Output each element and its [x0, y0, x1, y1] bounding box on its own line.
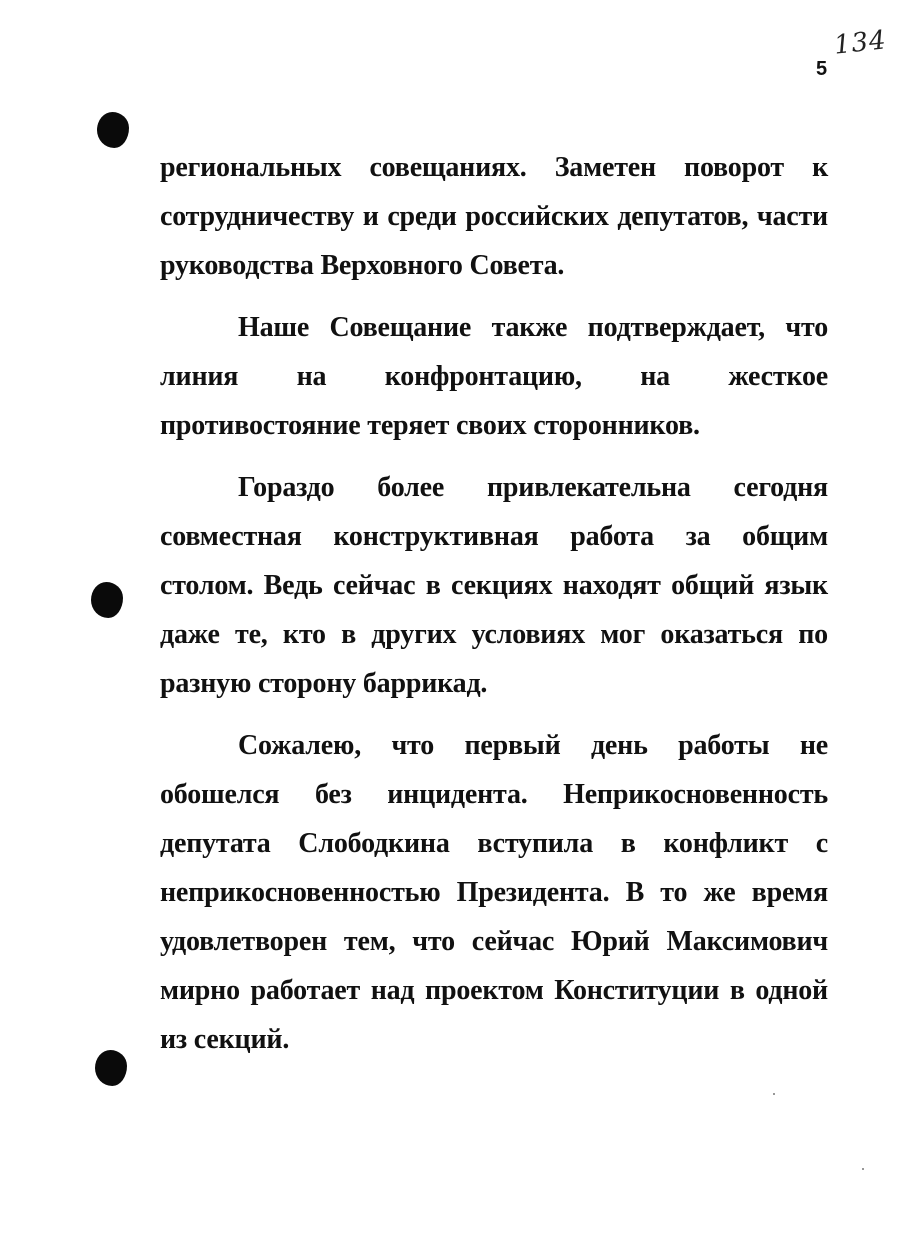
paragraph: Гораздо более привлекательна сегодня совместная конструктивная работа за общим столом. Ведь сейчас в секциях находят общий язык даже те, кто в других условиях мог оказаться по разную сторону баррикад.: [160, 472, 828, 699]
punch-hole-mark: [91, 582, 123, 618]
page-number: 5: [816, 58, 828, 80]
scan-speck: [773, 1093, 775, 1095]
document-text-body: [160, 143, 828, 1077]
scan-speck: [862, 1168, 864, 1170]
paragraph: Сожалею, что первый день работы не обошелся без инцидента. Неприкосновенность депутата Слободкина вступила в конфликт с неприкосновенностью Президента. В то же время удовлетворен тем, что сейчас Юрий Максимович мирно работает над проектом Конституции в одной из секций.: [160, 730, 828, 1055]
punch-hole-mark: [95, 1050, 127, 1086]
punch-hole-mark: [97, 112, 129, 148]
handwritten-archive-number: 134: [832, 25, 889, 61]
paragraph: Наше Совещание также подтверждает, что линия на конфронтацию, на жесткое противостояние теряет своих сторонников.: [160, 312, 828, 441]
paragraph-continued: региональных совещаниях. Заметен поворот к сотрудничеству и среди российских депутатов, части руководства Верховного Совета.: [160, 152, 828, 281]
